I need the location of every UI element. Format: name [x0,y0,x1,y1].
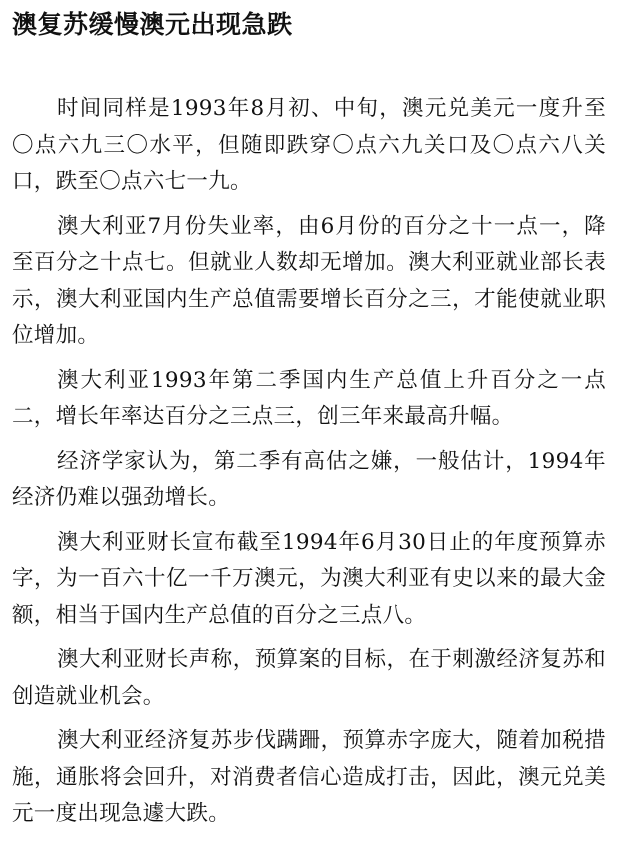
paragraph-4: 经济学家认为，第二季有高估之嫌，一般估计，1994年经济仍难以强劲增长。 [12,448,606,510]
article-title: 澳复苏缓慢澳元出现急跌 [12,10,293,39]
paragraph-5: 澳大利亚财长宣布截至1994年6月30日止的年度预算赤字，为一百六十亿一千万澳元，为澳大利亚有史以来的最大金额，相当于国内生产总值的百分之三点八。 [12,529,606,628]
paragraph-7: 澳大利亚经济复苏步伐蹒跚，预算赤字庞大，随着加税措施，通胀将会回升，对消费者信心造成打击，因此，澳元兑美元一度出现急遽大跌。 [12,728,606,826]
paragraph-6: 澳大利亚财长声称，预算案的目标，在于刺激经济复苏和创造就业机会。 [12,647,606,709]
paragraph-3: 澳大利亚1993年第二季国内生产总值上升百分之一点二，增长年率达百分之三点三，创三年来最高升幅。 [12,367,606,429]
paragraph-1: 时间同样是1993年8月初、中旬，澳元兑美元一度升至〇点六九三〇水平，但随即跌穿〇点六九关口及〇点六八关口，跌至〇点六七一九。 [12,96,606,194]
paragraph-2: 澳大利亚7月份失业率，由6月份的百分之十一点一，降至百分之十点七。但就业人数却无增加。澳大利亚就业部长表示，澳大利亚国内生产总值需要增长百分之三，才能使就业职位增加。 [12,213,606,348]
